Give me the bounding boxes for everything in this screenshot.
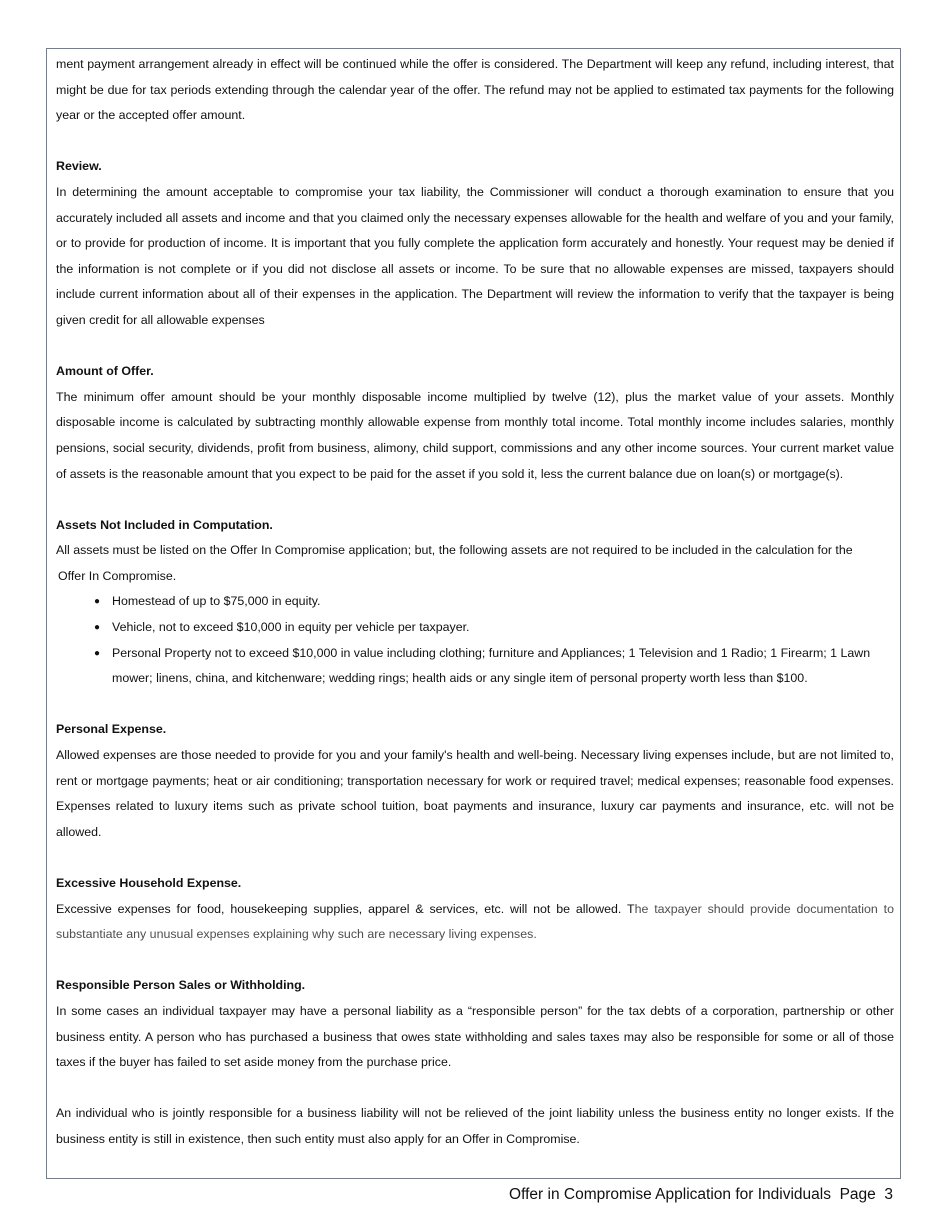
intro-paragraph: ment payment arrangement already in effect will be continued while the offer is considered. The Department will keep any refund, including interest, that might be due for tax periods extending through the calendar year of the offer. The refund may not be applied to estimated tax payments for the following year or the accepted offer amount. <box>56 57 894 123</box>
excessive-household-text-b: he taxpayer should provide documentation to substantiate any unusual expenses explaining why such are necessary living expenses. <box>56 901 894 942</box>
review-paragraph: In determining the amount acceptable to compromise your tax liability, the Commissioner will conduct a thorough examination to ensure that you accurately included all assets and income and that you claimed only the necessary expenses allowable for the health and welfare of you and your family, or to provide for production of income. It is important that you fully complete the application form accurately and honestly. Your request may be denied if the information is not complete or if you did not disclose all assets or income. To be sure that no allowable expenses are missed, taxpayers should include current information about all of their expenses in the application. The Department will review the information to verify that the taxpayer is being given credit for all allowable expenses <box>56 184 894 327</box>
excessive-household-heading: Excessive Household Expense. <box>56 876 242 890</box>
assets-not-included-paragraph <box>56 538 894 589</box>
assets-not-included-line1: All assets must be listed on the Offer In Compromise application; but, the following assets are not required to be included in the calculation for the <box>56 543 853 558</box>
assets-not-included-line2: Offer In Compromise. <box>58 568 177 583</box>
list-item: ● Homestead of up to $75,000 in equity. <box>56 589 894 615</box>
assets-bullet-list <box>56 589 894 691</box>
review-heading: Review. <box>56 159 102 174</box>
amount-of-offer-heading: Amount of Offer. <box>56 364 154 379</box>
excessive-household-paragraph <box>56 897 894 948</box>
responsible-person-paragraph-2: An individual who is jointly responsible for a business liability will not be relieved of the joint liability unless the business entity no longer exists. If the business entity is still in existence, then such entity must also apply for an Offer in Compromise. <box>56 1106 894 1146</box>
page-footer: Offer in Compromise Application for Individuals Page 3 <box>509 1186 893 1203</box>
personal-expense-paragraph: Allowed expenses are those needed to provide for you and your family's health and well-being. Necessary living expenses include, but are not limited to, rent or mortgage payments; heat or air conditioning; transportation necessary for work or required travel; medical expenses; reasonable food expenses. Expenses related to luxury items such as private school tuition, boat payments and insurance, luxury car payments and insurance, etc. will not be allowed. <box>56 748 894 839</box>
responsible-person-heading: Responsible Person Sales or Withholding. <box>56 978 306 993</box>
list-item: ● Personal Property not to exceed $10,000 in value including clothing; furniture and Appliances; 1 Television and 1 Radio; 1 Firearm; 1 Lawn mower; linens, china, and kitchenware; wedding rings; health aids or any single item of personal property worth less than $100. <box>56 641 894 692</box>
amount-of-offer-paragraph: The minimum offer amount should be your monthly disposable income multiplied by twelve (12), plus the market value of your assets. Monthly disposable income is calculated by subtracting monthly allowable expense from monthly total income. Total monthly income includes salaries, monthly pensions, social security, dividends, profit from business, alimony, child support, commissions and any other income sources. Your current market value of assets is the reasonable amount that you expect to be paid for the asset if you sold it, less the current balance due on loan(s) or mortgage(s). <box>56 389 894 481</box>
document-body <box>56 52 894 1153</box>
assets-not-included-heading: Assets Not Included in Computation. <box>56 517 273 532</box>
responsible-person-paragraph-1: In some cases an individual taxpayer may have a personal liability as a “responsible person” for the tax debts of a corporation, partnership or other business entity. A person who has purchased a business that owes state withholding and sales taxes may also be responsible for some or all of those taxes if the buyer has failed to set aside money from the purchase price. <box>56 1003 894 1070</box>
excessive-household-text-a: Excessive expenses for food, housekeeping supplies, apparel & services, etc. will not be allowed. T <box>56 901 635 916</box>
personal-expense-heading: Personal Expense. <box>56 722 167 737</box>
list-item: ● Vehicle, not to exceed $10,000 in equity per vehicle per taxpayer. <box>56 615 894 641</box>
